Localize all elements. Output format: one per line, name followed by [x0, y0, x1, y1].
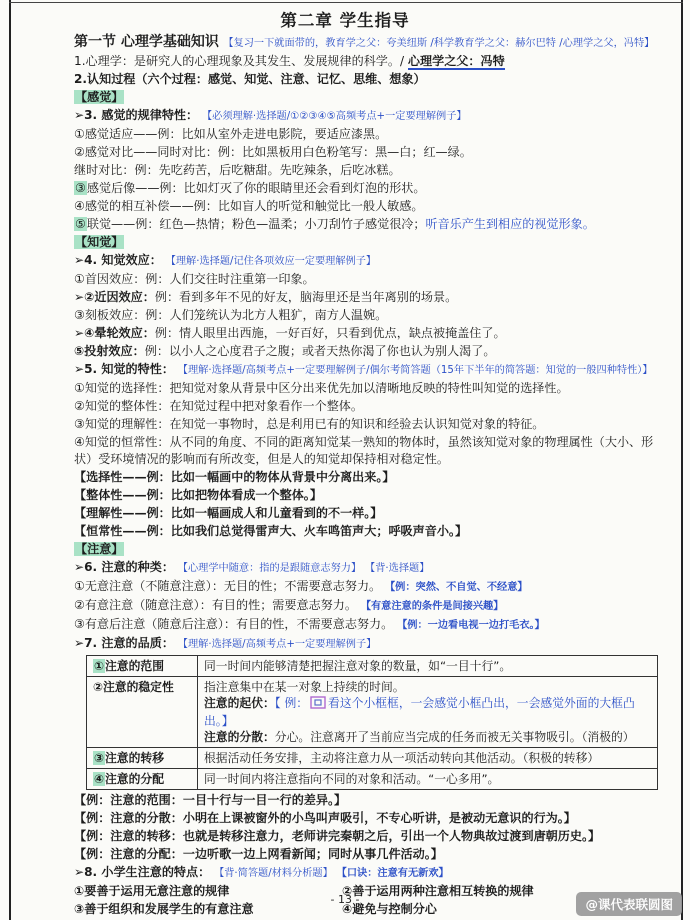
- highlighted-number: ⑤: [75, 217, 86, 231]
- page-border-right: [681, 0, 683, 920]
- example-note: 【例：注意的转移：也就是转移注意力，老师讲完秦朝之后，引出一个人物典故过渡到唐朝历史。】: [74, 829, 601, 843]
- attention-kinds-note1: 【心理学中随意：指的是跟随意志努力】: [177, 563, 362, 574]
- attention-tag-line: [74, 541, 664, 558]
- item-text: ①无意注意（不随意注意）：无目的性；不需要意志努力。: [74, 579, 382, 593]
- item-text: 例：以小人之心度君子之腹；或者天热你渴了你也认为别人渴了。: [144, 344, 496, 358]
- perception-properties-heading-row: [74, 361, 664, 379]
- founder-underlined-text: 心理学之父：冯特: [407, 54, 505, 68]
- section-heading: 第一节 心理学基础知识: [74, 34, 219, 50]
- perception-effects-heading: ➢4. 知觉效应：: [74, 253, 162, 267]
- pupil-attention-heading: ➢8. 小学生注意的特点：: [74, 865, 211, 879]
- example-note: 【恒常性——例：比如我们总觉得雷声大、火车鸣笛声大；呼吸声音小。】: [74, 524, 468, 538]
- feature-item: ②善于运用两种注意相互转换的规律: [342, 884, 534, 898]
- cell-line: [204, 729, 651, 745]
- table-cell: 同一时间内能够清楚把握注意对象的数量，如“一目十行”。: [198, 656, 658, 677]
- definition-text: 1.心理学：是研究人的心理现象及其发生、发展规律的科学。/: [74, 54, 408, 68]
- item-label: ⑤投射效应：: [74, 344, 145, 358]
- list-item: ②感觉对比——同时对比：例：比如黑板用白色粉笔写：黑—白；红—绿。: [74, 145, 472, 159]
- item-text: 联觉——例：红色—热情；粉色—温柔；小刀刮竹子感觉很冷；: [86, 217, 426, 231]
- attention-kinds-heading: ➢6. 注意的种类：: [74, 560, 174, 574]
- pupil-attention-note1: 【背·简答题/材料分析题】: [214, 868, 333, 879]
- list-item: [74, 180, 664, 197]
- nested-squares-icon: [310, 696, 326, 713]
- list-item: [74, 289, 664, 306]
- highlighted-number: ③: [75, 181, 86, 195]
- example-note: 【例：注意的分配：一边听歌一边上网看新闻；同时从事几件活动。】: [74, 847, 443, 861]
- list-item-sub: 继时对比：例：先吃药苦，后吃糖甜。先吃辣条，后吃冰糕。: [74, 163, 401, 177]
- list-item: [74, 597, 664, 615]
- cell-line: [204, 695, 651, 729]
- highlighted-number: ③: [94, 751, 104, 765]
- sensation-tag: 【感觉】: [75, 90, 124, 104]
- example-note: 【例：注意的分散：小明在上课被窗外的小鸟叫声吸引，不专心听讲，是被动无意识的行为。】: [74, 811, 576, 825]
- item-annotation: 【例：一边看电视一边打毛衣。】: [397, 620, 545, 631]
- sensation-heading-note: 【必须理解·选择题/①②③④⑤高频考点+一定要理解例子】: [201, 111, 467, 122]
- list-item: ①感觉适应——例：比如从室外走进电影院，要适应漆黑。: [74, 127, 388, 141]
- item-annotation: 听音乐产生到相应的视觉形象。: [425, 217, 595, 231]
- table-row-header: ②注意的稳定性: [87, 677, 198, 748]
- table-row-header: [87, 748, 198, 769]
- pupil-attention-note2: 【口诀：注意有无新欢】: [336, 868, 449, 879]
- list-item: ③刻板效应：例：人们笼统认为北方人粗犷，南方人温婉。: [74, 308, 388, 322]
- distraction-text: 分心。注意离开了当前应当完成的任务而被无关事物吸引。（消极的）: [274, 730, 635, 744]
- perception-tag: 【知觉】: [75, 235, 124, 249]
- attention-qualities-note: 【理解·选择题/高频考点+一定要理解例子】: [177, 639, 377, 650]
- table-row: [87, 769, 658, 790]
- attention-kinds-note2: 【背·选择题】: [365, 563, 430, 574]
- list-item: ②知觉的整体性：在知觉过程中把对象看作一个整体。: [74, 399, 363, 413]
- highlighted-number: ④: [94, 772, 104, 786]
- list-item: ④知觉的恒常性：从不同的角度、不同的距离知觉某一熟知的物体时，虽然该知觉对象的物理属性（大小、形状）受环境情况的影响而有所改变，但是人的知觉却保持相对稳定性。: [74, 435, 654, 466]
- feature-item: ④避免与控制分心: [342, 902, 437, 916]
- list-item: ③知觉的理解性：在知觉一事物时，总是利用已有的知识和经验去认识知觉对象的特征。: [74, 417, 545, 431]
- attention-qualities-heading-row: [74, 635, 664, 653]
- cell-line: 指注意集中在某一对象上持续的时间。: [204, 680, 405, 694]
- table-row-header: [87, 656, 198, 677]
- list-item: [74, 578, 664, 596]
- feature-item: ①要善于运用无意注意的规律: [74, 884, 230, 898]
- sensation-heading: ➢3. 感觉的规律特性：: [74, 108, 199, 122]
- perception-properties-heading: ➢5. 知觉的特性：: [74, 362, 174, 376]
- list-item: [74, 616, 664, 634]
- item-annotation: 【有意注意的条件是间接兴趣】: [360, 601, 504, 612]
- attention-qualities-heading: ➢7. 注意的品质：: [74, 636, 174, 650]
- item-text: ②有意注意（随意注意）：有目的性；需要意志努力。: [74, 598, 357, 612]
- item-label: ➢②近因效应：: [74, 290, 155, 304]
- fluctuation-label: 注意的起伏：: [204, 696, 275, 710]
- chapter-title: 第二章 学生指导: [280, 11, 410, 30]
- list-item: [74, 343, 664, 360]
- table-row: [87, 748, 658, 769]
- sensation-heading-row: [74, 107, 664, 125]
- watermark-badge: @课代表联圆图: [576, 892, 682, 916]
- fluctuation-note-text: 看这个小框框，一会感觉小框凸出，一会感觉外面的大框凸出。】: [204, 696, 635, 728]
- attention-kinds-heading-row: [74, 559, 664, 577]
- item-text: ③有意后注意（随意后注意）：有目的性，不需要意志努力。: [74, 617, 394, 631]
- item-text: 感觉后像——例：比如灯灭了你的眼睛里还会看到灯泡的形状。: [86, 181, 426, 195]
- attention-tag: 【注意】: [75, 542, 124, 556]
- section-heading-row: [74, 34, 664, 52]
- item-annotation: 【例：突然、不自觉、不经意】: [385, 582, 528, 593]
- list-item: [74, 216, 664, 233]
- example-note: 【理解性——例：比如一幅画成人和儿童看到的不一样。】: [74, 506, 383, 520]
- perception-effects-heading-row: [74, 252, 664, 270]
- table-cell: 同一时间内将注意指向不同的对象和活动。“一心多用”。: [198, 769, 658, 790]
- feature-item: ③善于组织和发展学生的有意注意: [74, 902, 254, 916]
- psychology-definition-line: [74, 53, 664, 70]
- table-cell: 根据活动任务安排，主动将注意力从一项活动转向其他活动。（积极的转移）: [198, 748, 658, 769]
- cognitive-process-line: 2.认知过程（六个过程：感觉、知觉、注意、记忆、思维、想象）: [74, 72, 426, 86]
- example-note: 【整体性——例：比如把物体看成一个整体。】: [74, 488, 322, 502]
- table-row: [87, 656, 658, 677]
- list-item: ①首因效应：例：人们交往时注重第一印象。: [74, 272, 315, 286]
- row-header-text: 注意的转移: [105, 751, 164, 765]
- page-border-left: [9, 0, 11, 920]
- row-header-text: 注意的分配: [105, 772, 164, 786]
- page-border-top: [9, 2, 683, 3]
- sensation-tag-line: [74, 89, 664, 106]
- highlighted-number: ①: [94, 659, 104, 673]
- list-item: ④感觉的相互补偿——例：比如盲人的听觉和触觉比一般人敏感。: [74, 199, 424, 213]
- attention-qualities-table: [86, 655, 658, 790]
- table-row: [87, 677, 658, 748]
- row-header-text: 注意的范围: [105, 659, 164, 673]
- page-number: - 13 -: [330, 893, 360, 906]
- section-annotation: 【复习一下就面带的，教育学之父：夸美纽斯 /科学教育学之父：赫尔巴特 /心理学之父，冯特】: [223, 38, 655, 49]
- table-cell: [198, 677, 658, 748]
- fluctuation-note-open: 【 例：: [274, 696, 309, 710]
- item-text: 例：看到多年不见的好友，脑海里还是当年离别的场景。: [154, 290, 458, 304]
- item-label: ➢④晕轮效应：: [74, 326, 155, 340]
- list-item: ①知觉的选择性：把知觉对象从背景中区分出来优先加以清晰地反映的特性叫知觉的选择性。: [74, 381, 569, 395]
- document-content: [0, 34, 690, 918]
- perception-properties-note: 【理解·选择题/高频考点+一定要理解例子/偶尔考简答题（15年下半年的简答题：知觉的一般四种特性）】: [177, 365, 653, 376]
- example-note: 【例：注意的范围：一目十行与一目一行的差异。】: [74, 793, 347, 807]
- perception-tag-line: [74, 234, 664, 251]
- distraction-label: 注意的分散：: [204, 730, 275, 744]
- list-item: [74, 325, 664, 342]
- table-row-header: [87, 769, 198, 790]
- item-text: 例：情人眼里出西施，一好百好，只看到优点，缺点被掩盖住了。: [154, 326, 506, 340]
- perception-effects-note: 【理解·选择题/记住各项效应一定要理解例子】: [165, 256, 377, 267]
- pupil-attention-heading-row: [74, 864, 664, 882]
- example-note: 【选择性——例：比如一幅画中的物体从背景中分离出来。】: [74, 470, 395, 484]
